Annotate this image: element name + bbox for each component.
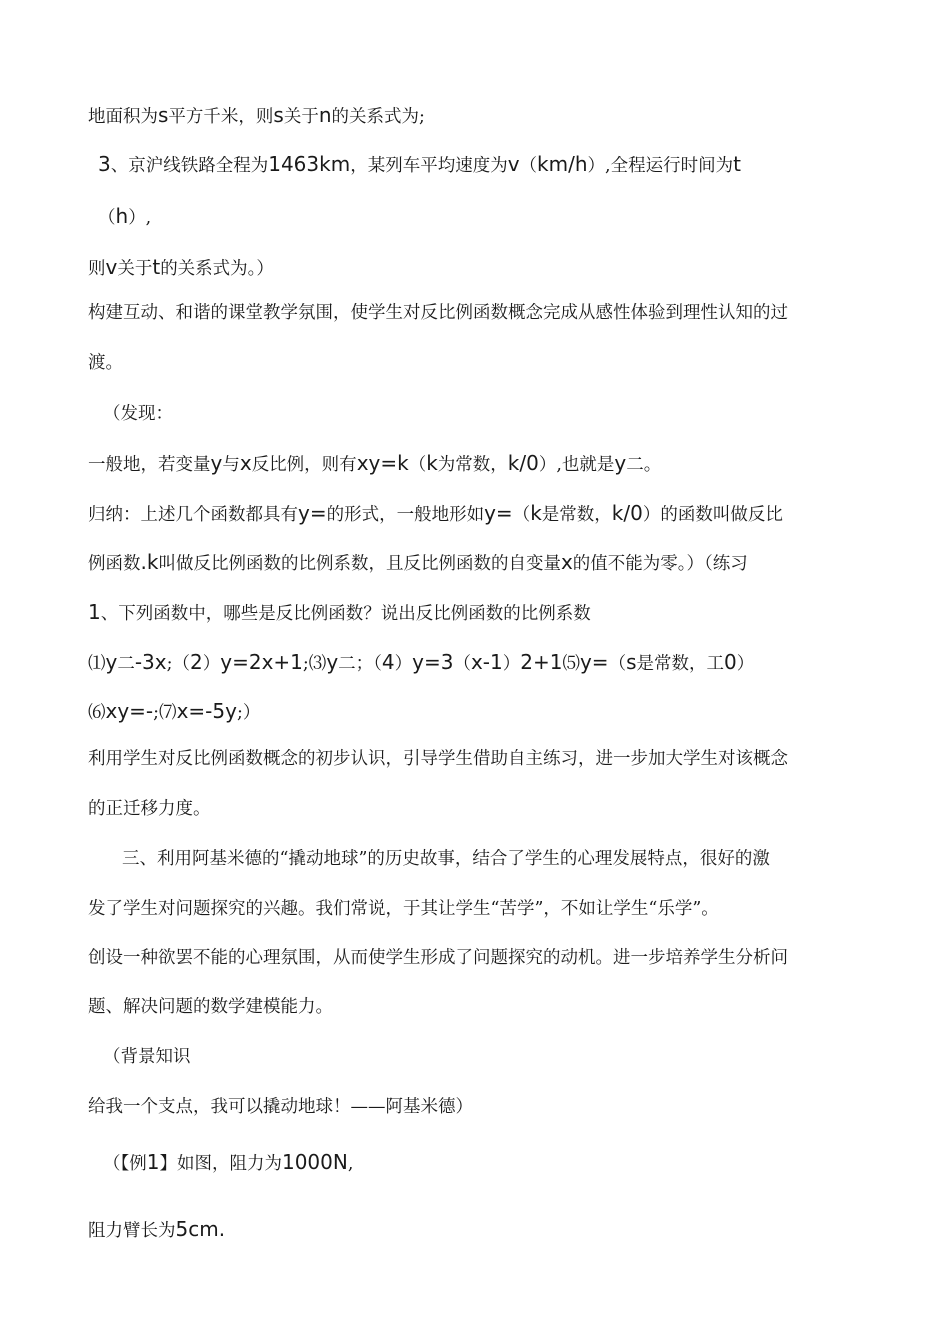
text-line: 阻力臂长为5cm. <box>88 1217 226 1241</box>
text-line: 题、解决问题的数学建模能力。 <box>88 997 333 1017</box>
text-line: ⑴y二-3x;（2）y=2x+1;⑶y二；（4）y=3（x-1）2+1⑸y=（s是常数，工0） <box>88 650 755 674</box>
text-line: 发了学生对问题探究的兴趣。我们常说，于其让学生“苦学”，不如让学生“乐学”。 <box>88 899 719 919</box>
text-line: 1、下列函数中，哪些是反比例函数？说出反比例函数的比例系数 <box>88 600 591 624</box>
text-line: 三、利用阿基米德的“撬动地球”的历史故事，结合了学生的心理发展特点，很好的激 <box>122 849 770 869</box>
text-line: 例函数.k叫做反比例函数的比例系数，且反比例函数的自变量x的值不能为零。）（练习 <box>88 550 748 574</box>
text-line: （发现： <box>103 404 173 424</box>
text-line: 创设一种欲罢不能的心理氛围，从而使学生形成了问题探究的动机。进一步培养学生分析问 <box>88 948 788 968</box>
text-line: 3、京沪线铁路全程为1463km，某列车平均速度为v（km/h）,全程运行时间为t <box>98 152 741 176</box>
text-line: 一般地，若变量y与x反比例，则有xy=k（k为常数，k/0）,也就是y二。 <box>88 451 662 475</box>
text-line: 渡。 <box>88 353 123 373</box>
text-line: （h）, <box>98 204 152 228</box>
text-line: 地面积为s平方千米，则s关于n的关系式为; <box>88 103 425 127</box>
text-line: 构建互动、和谐的课堂教学氛围，使学生对反比例函数概念完成从感性体验到理性认知的过 <box>88 303 788 323</box>
text-line: 的正迁移力度。 <box>88 799 211 819</box>
text-line: 利用学生对反比例函数概念的初步认识，引导学生借助自主练习，进一步加大学生对该概念 <box>88 749 788 769</box>
text-line: 给我一个支点，我可以撬动地球！——阿基米德） <box>88 1097 473 1117</box>
text-line: 则v关于t的关系式为。） <box>88 255 274 279</box>
text-line: （【例1】如图，阻力为1000N, <box>103 1150 354 1174</box>
text-line: （背景知识 <box>103 1047 191 1067</box>
text-line: ⑹xy=-;⑺x=-5y;） <box>88 699 261 723</box>
text-line: 归纳：上述几个函数都具有y=的形式，一般地形如y=（k是常数，k/0）的函数叫做反比 <box>88 501 783 525</box>
